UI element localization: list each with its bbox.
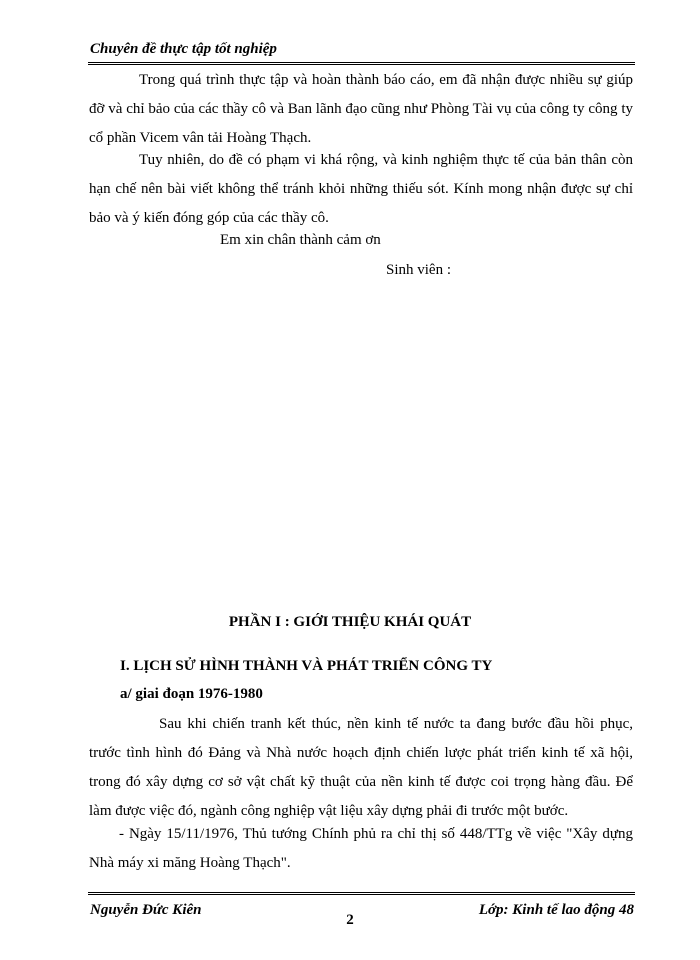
thanks-line: Em xin chân thành cảm ơn [220,232,381,248]
history-paragraph-2-text: - Ngày 15/11/1976, Thủ tướng Chính phủ ra chỉ thị số 448/TTg về việc "Xây dựng Nhà máy xi măng Hoàng Thạch". [89,826,633,871]
section-title: I. LỊCH SỬ HÌNH THÀNH VÀ PHÁT TRIỂN CÔNG TY [120,658,493,674]
footer-class: Lớp: Kinh tế lao động 48 [478,902,634,918]
footer-author: Nguyễn Đức Kiên [90,902,202,918]
history-paragraph-1 [89,710,633,826]
header-title: Chuyên đề thực tập tốt nghiệp [90,41,277,57]
ack-paragraph-2-text: Tuy nhiên, do đề có phạm vi khá rộng, và kinh nghiệm thực tế của bản thân còn hạn chế nên bài viết không thể tránh khỏi những thiếu sót. Kính mong nhận được sự chỉ bảo và ý kiến đóng góp của các thầy cô. [89,152,633,226]
ack-paragraph-1-text: Trong quá trình thực tập và hoàn thành báo cáo, em đã nhận được nhiều sự giúp đỡ và chỉ bảo của các thầy cô và Ban lãnh đạo cũng như Phòng Tài vụ của công ty công ty cổ phần Vicem vân tải Hoàng Thạch. [89,72,633,146]
history-paragraph-1-text: Sau khi chiến tranh kết thúc, nền kinh tế nước ta đang bước đầu hồi phục, trước tình hình đó Đảng và Nhà nước hoạch định chiến lược phát triển kinh tế xã hội, trong đó xây dựng cơ sở vật chất kỹ thuật của nền kinh tế được coi trọng hàng đầu. Để làm được việc đó, ngành công nghiệp vật liệu xây dựng phải đi trước một bước. [89,716,633,819]
section-subtitle: a/ giai đoạn 1976-1980 [120,686,263,702]
ack-paragraph-2 [89,146,633,233]
student-signature-label: Sinh viên : [386,262,452,278]
footer-divider [88,892,635,895]
page-number: 2 [346,912,354,928]
part-title: PHẦN I : GIỚI THIỆU KHÁI QUÁT [228,614,472,630]
header-divider [88,62,635,65]
history-paragraph-2 [89,820,633,878]
ack-paragraph-1 [89,66,633,153]
